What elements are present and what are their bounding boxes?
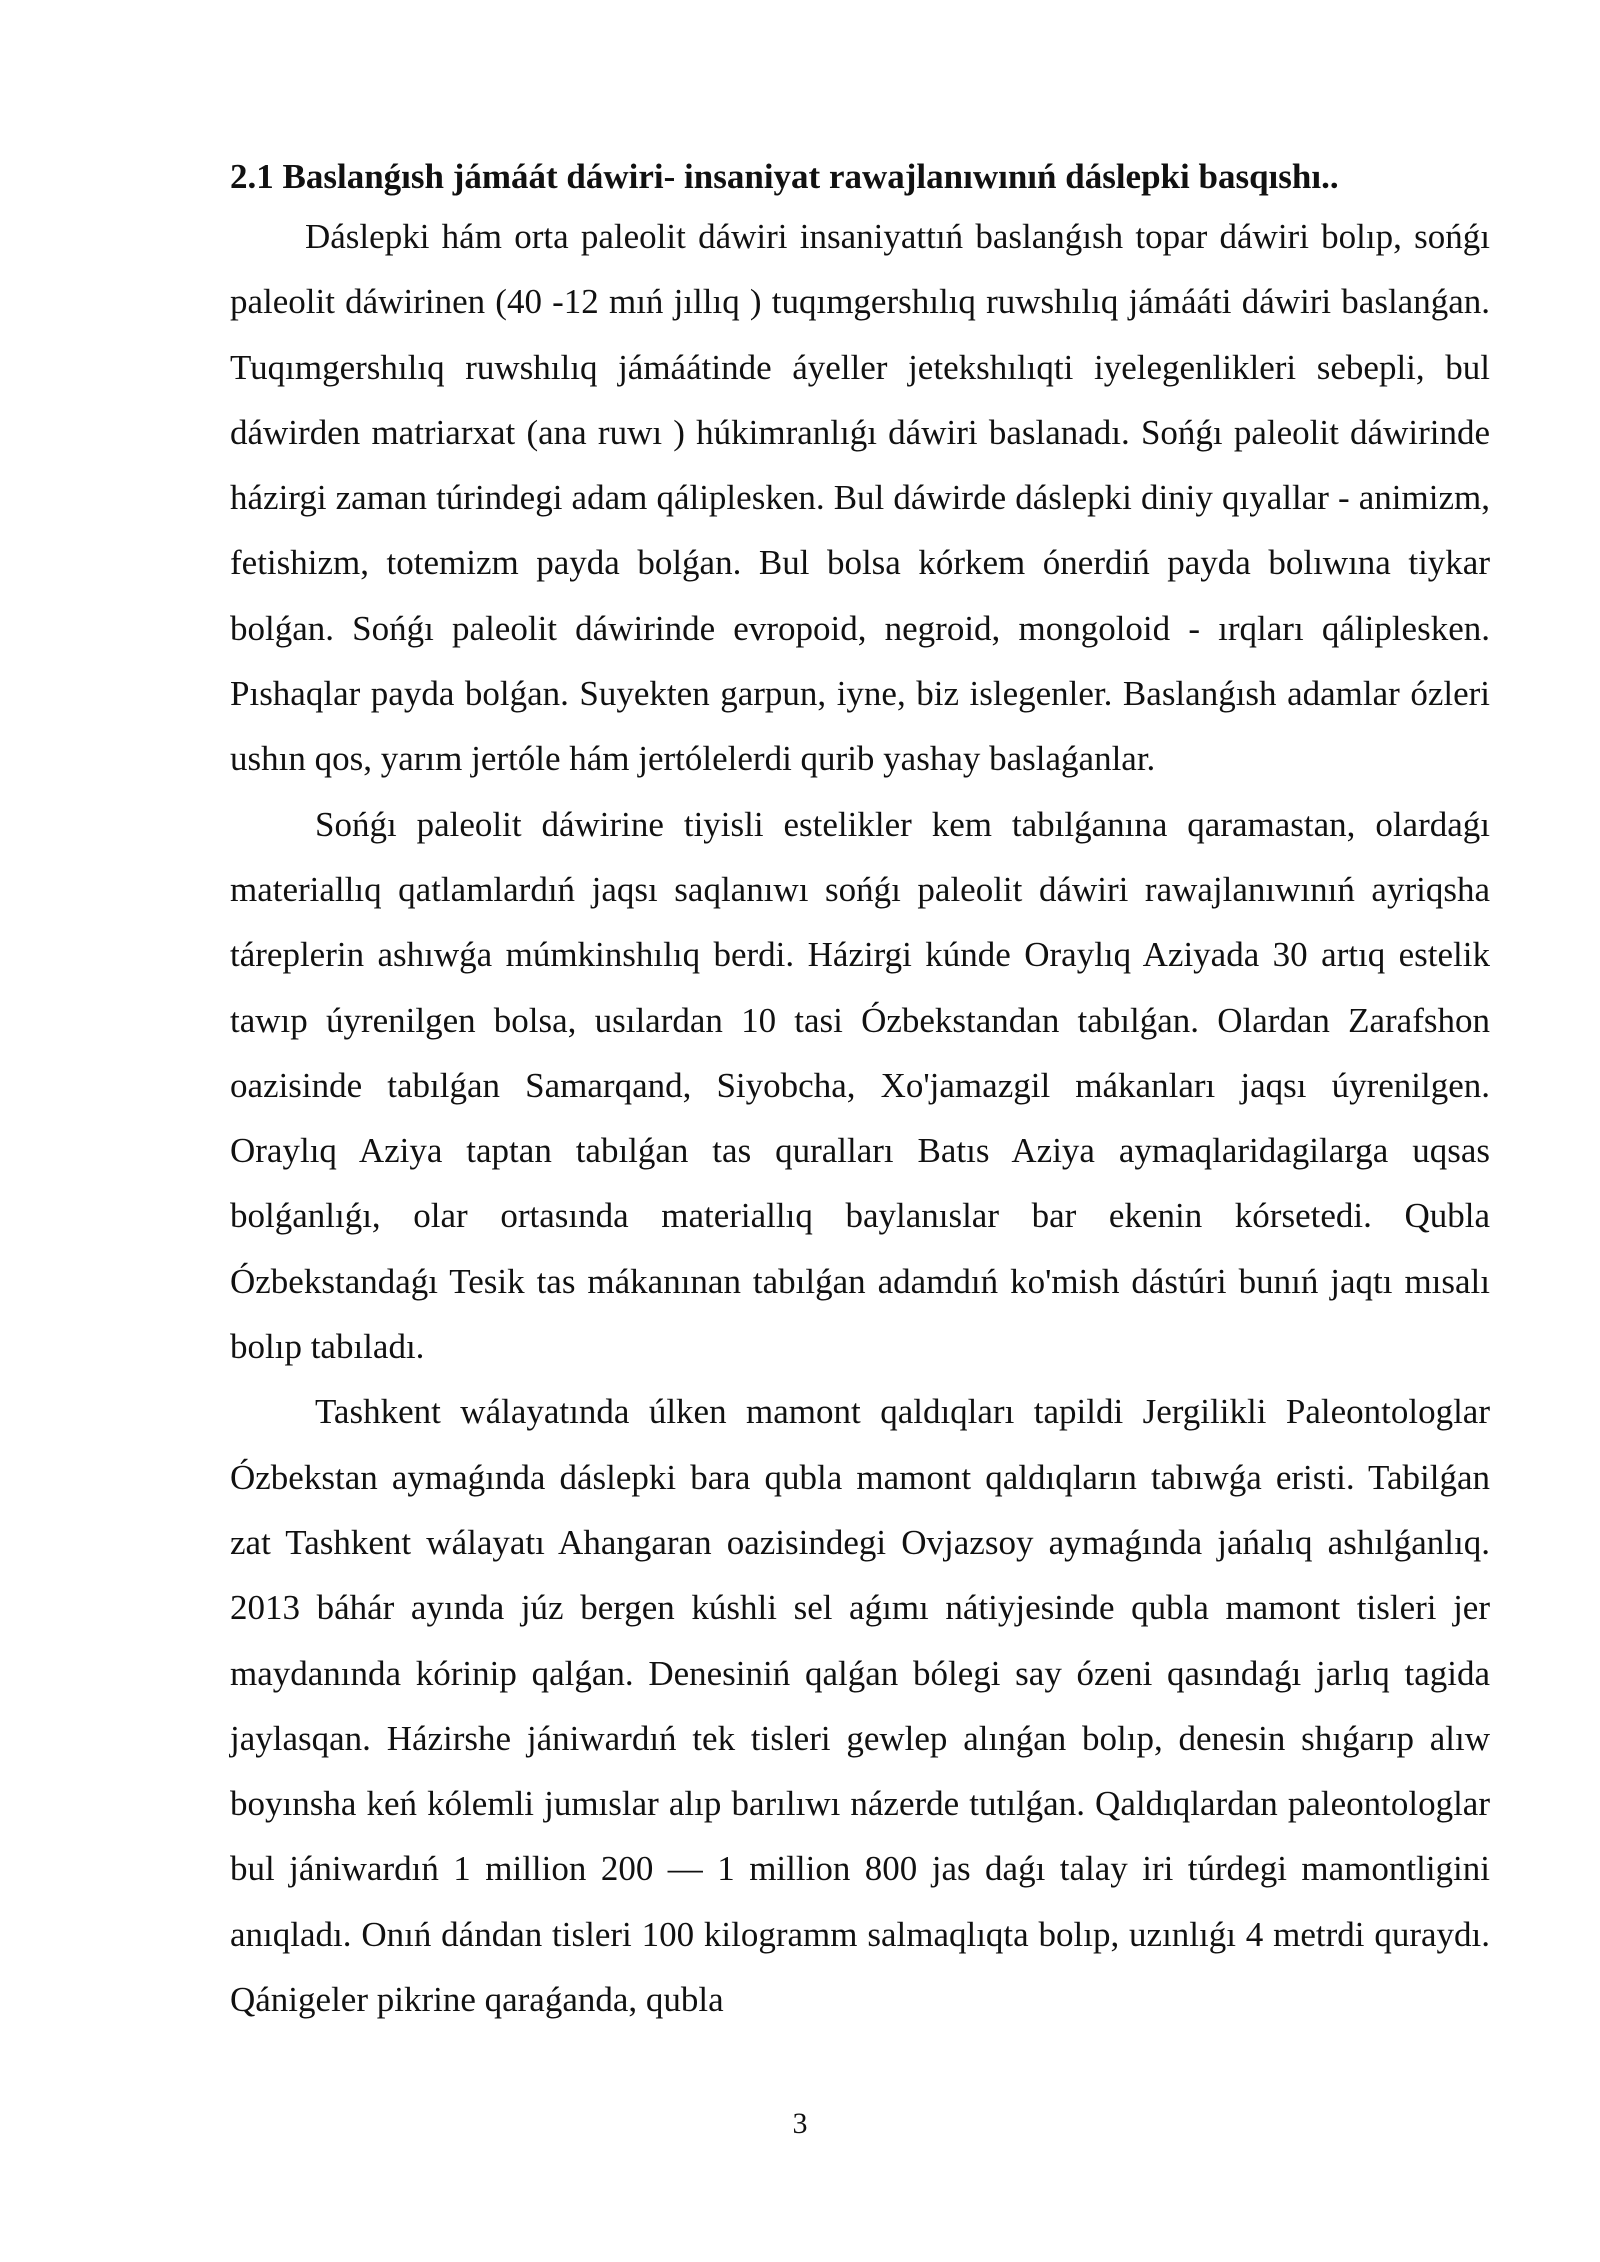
paragraph-2: Sońǵı paleolit dáwirine tiyisli estelikler kem tabılǵanına qaramastan, olardaǵı materiallıq qatlamlardıń jaqsı saqlanıwı sońǵı paleolit dáwiri rawajlanıwınıń ayriqsha táreplerin ashıwǵa múmkinshılıq berdi. Házirgi kúnde Oraylıq Aziyada 30 artıq estelik tawıp úyrenilgen bolsa, usılardan 10 tasi Ózbekstandan tabılǵan. Olardan Zarafshon oazisinde tabılǵan Samarqand, Siyobcha, Xo'jamazgil mákanları jaqsı úyrenilgen. Oraylıq Aziya taptan tabılǵan tas quralları Batıs Aziya aymaqlaridagilarga uqsas bolǵanlıǵı, olar ortasında materiallıq baylanıslar bar ekenin kórsetedi. Qubla Ózbekstandaǵı Tesik tas mákanınan tabılǵan adamdıń ko'mish dástúri bunıń jaqtı mısalı bolıp tabıladı. (230, 804, 1490, 1367)
paragraph-1: Dáslepki hám orta paleolit dáwiri insaniyattıń baslanǵısh topar dáwiri bolıp, sońǵı paleolit dáwirinen (40 -12 mıń jıllıq ) tuqımgershılıq ruwshılıq jámááti dáwiri baslanǵan. Tuqımgershılıq ruwshılıq jámáátinde áyeller jetekshılıqti iyelegenlikleri sebepli, bul dáwirden matriarxat (ana ruwı ) húkimranlıǵı dáwiri baslanadı. Sońǵı paleolit dáwirinde házirgi zaman túrindegi adam qáliplesken. Bul dáwirde dáslepki diniy qıyallar - animizm, fetishizm, totemizm payda bolǵan. Bul bolsa kórkem ónerdiń payda bolıwına tiykar bolǵan. Sońǵı paleolit dáwirinde evropoid, negroid, mongoloid - ırqları qáliplesken. Pıshaqlar payda bolǵan. Suyekten garpun, iyne, biz islegenler. Baslanǵısh adamlar ózleri ushın qos, yarım jertóle hám jertólelerdi qurib yashay baslaǵanlar. (230, 217, 1490, 779)
paragraph-3: Tashkent wálayatında úlken mamont qaldıqları tapildi Jergilikli Paleontologlar Ózbekstan aymaǵında dáslepki bara qubla mamont qaldıqların tabıwǵa eristi. Tabilǵan zat Tashkent wálayatı Ahangaran oazisindegi Ovjazsoy aymaǵında jańalıq ashılǵanlıq. 2013 báhár ayında júz bergen kúshli sel aǵımı nátiyjesinde qubla mamont tisleri jer maydanında kórinip qalǵan. Denesiniń qalǵan bólegi say ózeni qasındaǵı jarlıq tagida jaylasqan. Házirshe jániwardıń tek tisleri gewlep alınǵan bolıp, denesin shıǵarıp alıw boyınsha keń kólemli jumıslar alıp barılıwı názerde tutılǵan. Qaldıqlardan paleontologlar bul jániwardıń 1 million 200 — 1 million 800 jas daǵı talay iri túrdegi mamontligini anıqladı. Onıń dándan tisleri 100 kilogramm salmaqlıqta bolıp, uzınlıǵı 4 metrdi quraydı. Qánigeler pikrine qaraǵanda, qubla (230, 1392, 1490, 2020)
page-number: 3 (792, 2107, 808, 2140)
section-heading: 2.1 Baslanǵısh jámáát dáwiri- insaniyat rawajlanıwınıń dáslepki basqıshı.. (230, 157, 1339, 196)
document-page (230, 150, 1490, 2032)
